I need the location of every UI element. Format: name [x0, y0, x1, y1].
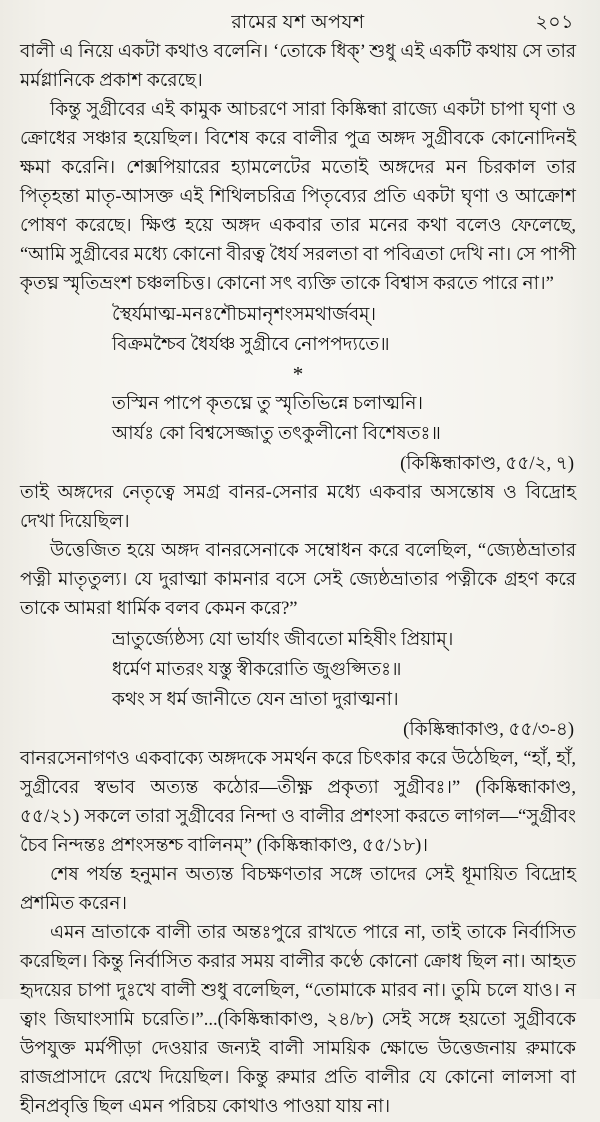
- paragraph-5: বানরসেনাগণও একবাক্যে অঙ্গদকে সমর্থন করে চিৎকার করে উঠেছিল, “হাঁ, হাঁ, সুগ্রীবের স্বভাব অত্যন্ত কঠোর—তীক্ষ্ণ প্রকৃত্যা সুগ্রীবঃ।” (কিষ্কিন্ধাকাণ্ড, ৫৫/২১) সকলে তারা সুগ্রীবের নিন্দা ও বালীর প্রশংসা করতে লাগল—“সুগ্রীবং চৈব নিন্দন্তঃ প্রশংসন্তশ্চ বালিনম্‌” (কিষ্কিন্ধাকাণ্ড, ৫৫/১৮)।: [20, 749, 576, 856]
- star-separator: *: [292, 362, 304, 386]
- verse-line: কথং স ধর্ম জানীতে যেন ভ্রাতা দুরাত্মনা।: [112, 690, 399, 710]
- paragraph-1: বালী এ নিয়ে একটা কথাও বলেনি। ‘তোকে ধিক্‌’ শুধু এই একটি কথায় সে তার মর্মগ্লানিকে প্রকাশ করেছে।: [20, 42, 576, 91]
- verse-line: আর্যঃ কো বিশ্বসেজ্জাতু তৎকুলীনো বিশেষতঃ॥: [112, 424, 441, 444]
- verse-line: বিক্রমশ্চৈব ধৈর্যঞ্চ সুগ্রীবে নোপপদ্যতে॥: [112, 335, 390, 355]
- verse-line: ভ্রাতুর্জ্যেষ্ঠস্য যো ভার্যাং জীবতো মহিষীং প্রিয়াম্‌।: [112, 630, 454, 650]
- paragraph-3: তাই অঙ্গদের নেতৃত্বে সমগ্র বানর-সেনার মধ্যে একবার অসন্তোষ ও বিদ্রোহ দেখা দিয়েছিল।: [20, 483, 576, 532]
- verse-block-2: [112, 389, 576, 449]
- paragraph-6: শেষ পর্যন্ত হনুমান অত্যন্ত বিচক্ষণতার সঙ্গে তাদের সেই ধূমায়িত বিদ্রোহ প্রশমিত করেন।: [20, 865, 576, 914]
- page-title: রামের যশ অপযশ: [231, 12, 365, 33]
- verse-line: ধর্মেণ মাতরং যস্তু স্বীকরোতি জুগুপ্সিতঃ॥: [112, 660, 402, 680]
- page-number: ২০১: [535, 12, 574, 33]
- running-header: [20, 8, 576, 38]
- paragraph-7: এমন ভ্রাতাকে বালী তার অন্তঃপুরে রাখতে পারে না, তাই তাকে নির্বাসিত করেছিল। কিন্তু নির্বাসিত করার সময় বালীর কণ্ঠে কোনো ক্রোধ ছিল না। আহত হৃদয়ের চাপা দুঃখে বালী শুধু বলেছিল, “তোমাকে মারব না। তুমি চলে যাও। ন ত্বাং জিঘাংসামি চরেতি।”...(কিষ্কিন্ধাকাণ্ড, ২৪/৮) সেই সঙ্গে হয়তো সুগ্রীবকে উপযুক্ত মর্মপীড়া দেওয়ার জন্যই বালী সাময়িক ক্ষোভে উত্তেজনায় রুমাকে রাজপ্রাসাদে রেখে দিয়েছিল। কিন্তু রুমার প্রতি বালীর যে কোনো লালসা বা হীনপ্রবৃত্তি ছিল এমন পরিচয় কোথাও পাওয়া যায় না।: [20, 923, 576, 1117]
- verse-block-3: [112, 625, 576, 715]
- verse-citation-1: (কিষ্কিন্ধাকাণ্ড, ৫৫/২, ৭): [400, 454, 574, 474]
- verse-line: স্থৈর্যমাত্ম-মনঃশৌচমানৃশংসমথার্জবম্‌।: [112, 305, 377, 325]
- paragraph-4: উত্তেজিত হয়ে অঙ্গদ বানরসেনাকে সম্বোধন করে বলেছিল, “জ্যেষ্ঠভ্রাতার পত্নী মাতৃতুল্য। যে দুরাত্মা কামনার বসে সেই জ্যেষ্ঠভ্রাতার পত্নীকে গ্রহণ করে তাকে আমরা ধার্মিক বলব কেমন করে?”: [20, 541, 576, 619]
- verse-line: তস্মিন পাপে কৃতঘ্নে তু স্মৃতিভিন্নে চলাত্মনি।: [112, 394, 424, 414]
- page-body: [20, 38, 576, 1122]
- verse-block-1: [112, 300, 576, 360]
- paragraph-2: কিন্তু সুগ্রীবের এই কামুক আচরণে সারা কিষ্কিন্ধা রাজ্যে একটা চাপা ঘৃণা ও ক্রোধের সঞ্চার হয়েছিল। বিশেষ করে বালীর পুত্র অঙ্গদ সুগ্রীবকে কোনোদিনই ক্ষমা করেনি। শেক্সপিয়ারের হ্যামলেটের মতোই অঙ্গদের মন চিরকাল তার পিতৃহন্তা মাতৃ-আসক্ত এই শিথিলচরিত্র পিতৃব্যের প্রতি একটা ঘৃণা ও আক্রোশ পোষণ করেছে। ক্ষিপ্ত হয়ে অঙ্গদ একবার তার মনের কথা বলেও ফেলেছে, “আমি সুগ্রীবের মধ্যে কোনো বীরত্ব ধৈর্য সরলতা বা পবিত্রতা দেখি না। সে পাপী কৃতঘ্ন স্মৃতিভ্রংশ চঞ্চলচিত্ত। কোনো সৎ ব্যক্তি তাকে বিশ্বাস করতে পারে না।”: [20, 100, 576, 294]
- verse-citation-2: (কিষ্কিন্ধাকাণ্ড, ৫৫/৩-৪): [403, 720, 574, 740]
